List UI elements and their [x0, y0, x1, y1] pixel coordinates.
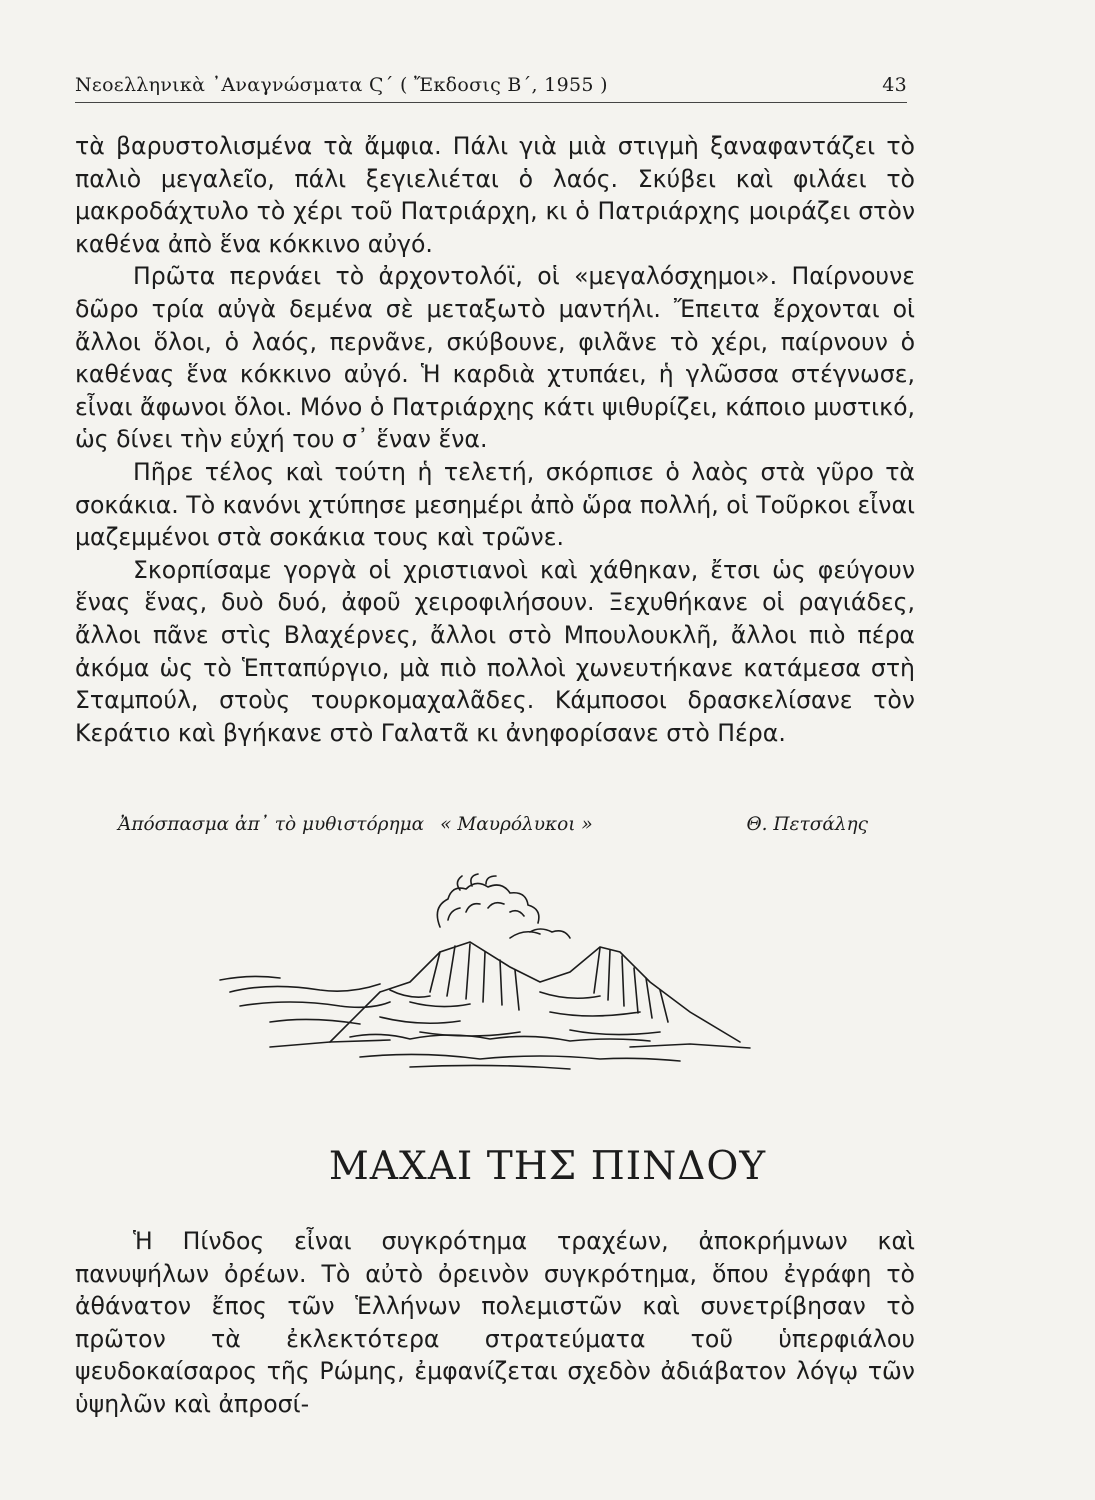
extract-paragraph: Πῆρε τέλος καὶ τούτη ἡ τελετή, σκόρπισε ὁ λαὸς στὰ γῦρο τὰ σοκάκια. Τὸ κανόνι χτύπησε μεσημέρι ἀπὸ ὥρα πολλή, οἱ Τοῦρκοι εἶναι μαζεμμένοι στὰ σοκάκια τους καὶ τρῶνε.: [75, 457, 915, 552]
novel-title: « Μαυρόλυκοι »: [440, 814, 593, 835]
author-name: Θ. Πετσάλης: [746, 814, 868, 835]
extract-attribution: [118, 814, 868, 835]
running-header: [75, 74, 907, 103]
page-number: 43: [882, 74, 907, 96]
extract-paragraph: Σκορπίσαμε γοργὰ οἱ χριστιανοὶ καὶ χάθηκαν, ἔτσι ὡς φεύγουν ἕνας ἕνας, δυὸ δυό, ἀφοῦ χειροφιλήσουν. Ξεχυθήκανε οἱ ραγιάδες, ἄλλοι πᾶνε στὶς Βλαχέρνες, ἄλλοι στὸ Μπουλουκλῆ, ἄλλοι πιὸ πέρα ἀκόμα ὡς τὸ Ἑπταπύργιο, μὰ πιὸ πολλοὶ χωνευτήκανε κατάμεσα στὴ Σταμπούλ, στοὺς τουρκομαχαλᾶδες. Κάμποσοι δρασκελίσανε τὸν Κεράτιο καὶ βγήκανε στὸ Γαλατᾶ κι ἀνηφορίσανε στὸ Πέρα.: [75, 555, 915, 747]
article-paragraph: Ἡ Πίνδος εἶναι συγκρότημα τραχέων, ἀποκρήμνων καὶ πανυψήλων ὀρέων. Τὸ αὐτὸ ὀρεινὸν συγκρότημα, ὅπου ἐγράφη τὸ ἀθάνατον ἔπος τῶν Ἑλλήνων πολεμιστῶν καὶ συνετρίβησαν τὸ πρῶτον τὰ ἐκλεκτότερα στρατεύματα τοῦ ὑπερφιάλου ψευδοκαίσαρος τῆς Ρώμης, ἐμφανίζεται σχεδὸν ἀδιάβατον λόγῳ τῶν ὑψηλῶν καὶ ἀπροσί-: [75, 1227, 915, 1418]
mountains-with-clouds-icon: [210, 872, 770, 1082]
source-prefix: Ἀπόσπασμα ἀπ᾿ τὸ μυθιστόρημα: [118, 814, 425, 835]
extract-paragraph: Πρῶτα περνάει τὸ ἀρχοντολόϊ, οἱ «μεγαλόσχημοι». Παίρνουνε δῶρο τρία αὐγὰ δεμένα σὲ μεταξωτὸ μαντήλι. Ἔπειτα ἔρχονται οἱ ἄλλοι ὅλοι, ὁ λαός, περνᾶνε, σκύβουνε, φιλᾶνε τὸ χέρι, παίρνουν ὁ καθένας ἕνα κόκκινο αὐγό. Ἡ καρδιὰ χτυπάει, ἡ γλῶσσα στέγνωσε, εἶναι ἄφωνοι ὅλοι. Μόνο ὁ Πατριάρχης κάτι ψιθυρίζει, κάποιο μυστικό, ὡς δίνει τὴν εὐχή του σ᾿ ἕναν ἕνα.: [75, 262, 915, 454]
section-title: ΜΑΧΑΙ ΤΗΣ ΠΙΝΔΟΥ: [328, 1144, 767, 1189]
extract-source: [118, 814, 593, 835]
novel-extract: [75, 130, 915, 749]
running-title: Νεοελληνικὰ ᾿Αναγνώσματα Ϛ´ ( Ἔκδοσις Β´, 1955 ): [75, 74, 608, 96]
extract-paragraph: τὰ βαρυστολισμένα τὰ ἄμφια. Πάλι γιὰ μιὰ στιγμὴ ξαναφαντάζει τὸ παλιὸ μεγαλεῖο, πάλι ξεγιελιέται ὁ λαός. Σκύβει καὶ φιλάει τὸ μακροδάχτυλο τὸ χέρι τοῦ Πατριάρχη, κι ὁ Πατριάρχης μοιράζει στὸν καθένα ἀπὸ ἕνα κόκκινο αὐγό.: [75, 132, 915, 258]
article-body: [75, 1225, 915, 1421]
